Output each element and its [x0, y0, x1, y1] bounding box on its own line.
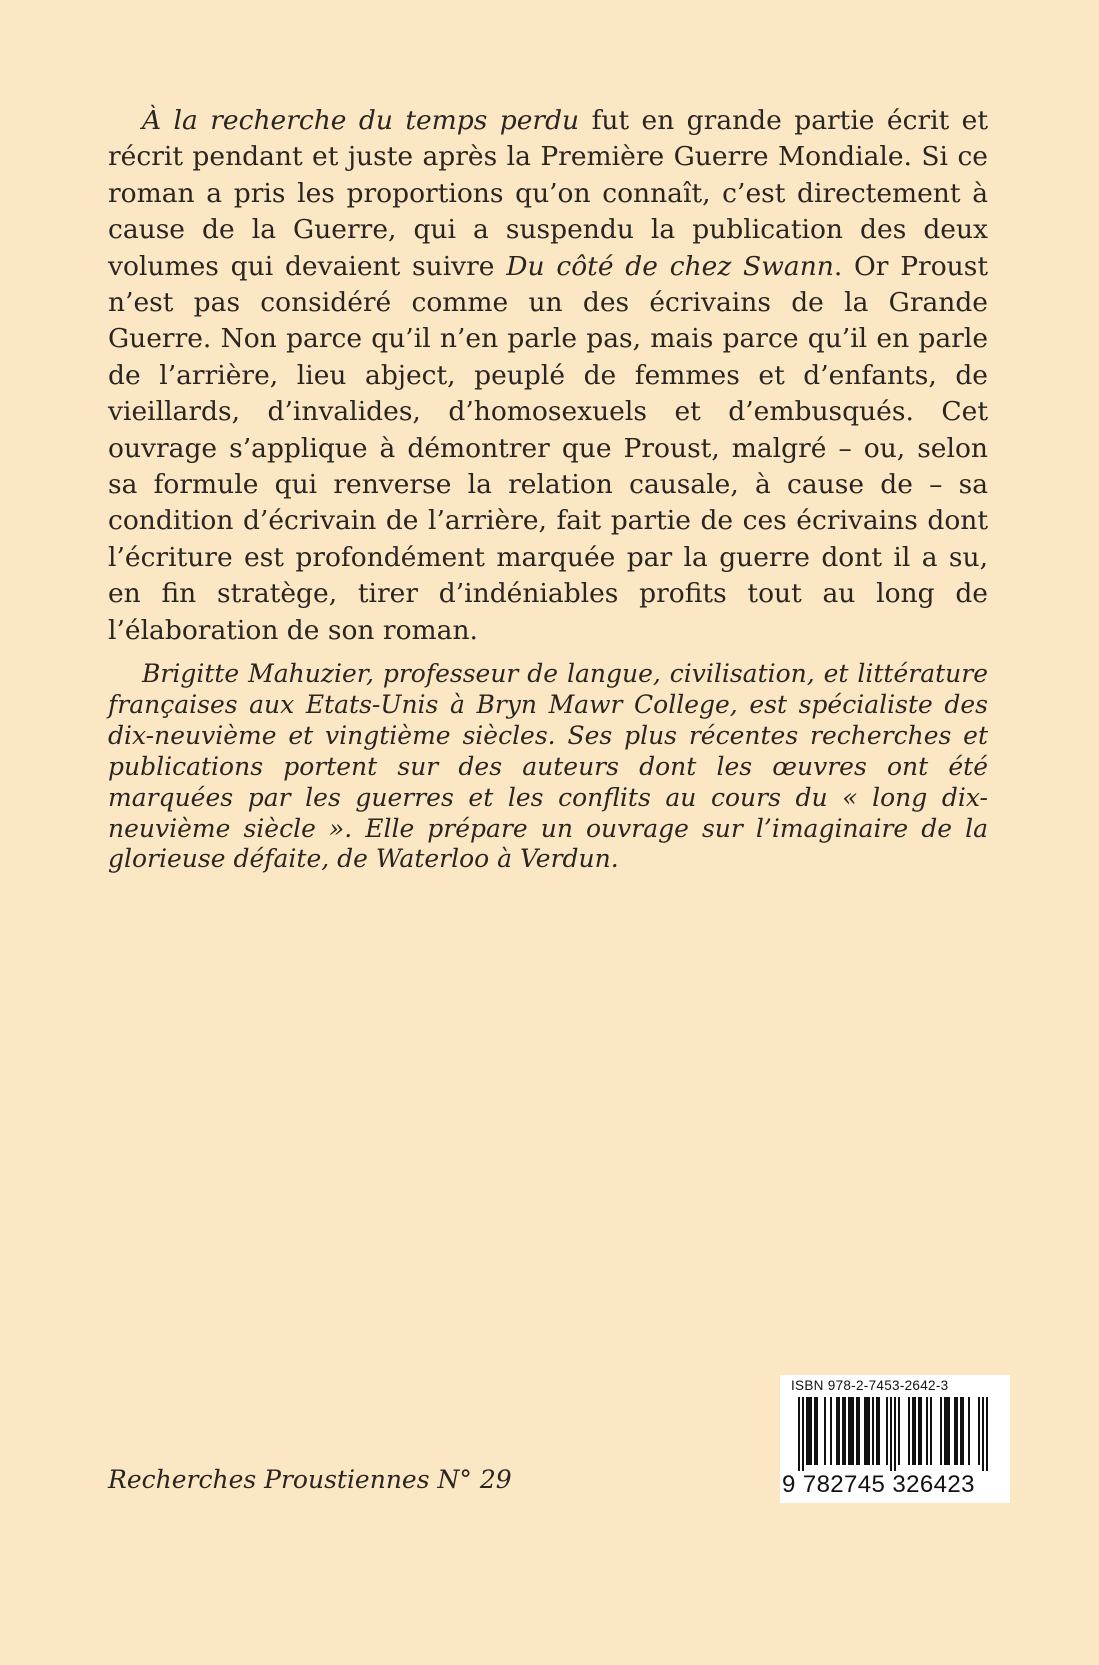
barcode-bar — [944, 1397, 946, 1465]
barcode-guard-bar — [894, 1397, 896, 1471]
barcode-bar — [960, 1397, 962, 1465]
barcode-bar — [850, 1397, 852, 1465]
barcode-bar — [876, 1397, 878, 1465]
barcode-bar — [814, 1397, 816, 1465]
barcode-bar — [914, 1397, 916, 1465]
barcode-bar — [978, 1397, 980, 1465]
barcode-bar — [898, 1397, 900, 1465]
barcode-bar — [810, 1397, 812, 1465]
barcode-bar — [838, 1397, 840, 1465]
barcode-bar — [824, 1397, 826, 1465]
barcode-bar — [940, 1397, 942, 1465]
author-bio — [108, 659, 988, 875]
barcode-bar — [852, 1397, 854, 1465]
barcode-bar — [918, 1397, 920, 1465]
barcode-bar — [912, 1397, 914, 1465]
barcode-bar — [848, 1397, 850, 1465]
barcode-bar — [808, 1397, 810, 1465]
barcode-bar — [806, 1397, 808, 1465]
barcode-bar — [926, 1397, 928, 1465]
barcode-bar — [866, 1397, 868, 1465]
barcode-guard-bar — [986, 1397, 988, 1471]
summary-text — [108, 103, 988, 649]
barcode-bar — [908, 1397, 910, 1465]
barcode-guard-bar — [798, 1397, 800, 1471]
barcode-bar — [872, 1397, 874, 1465]
barcode-bar — [962, 1397, 964, 1465]
barcode-bar — [956, 1397, 958, 1465]
barcode-bar — [842, 1397, 844, 1465]
barcode-bar — [968, 1397, 970, 1465]
barcode — [798, 1397, 998, 1471]
barcode-bar — [836, 1397, 838, 1465]
barcode-guard-bar — [802, 1397, 804, 1471]
author-bio-paragraph: Brigitte Mahuzier, professeur de langue, civilisation, et littérature françaises aux Etats-Unis à Bryn Mawr College, est spécialiste des dix-neuvième et vingtième siècles. Ses plus récentes recherches et publications portent sur des auteurs dont les œuvres ont été marquées par les guerres et les conflits au cours du « long dix-neuvième siècle ». Elle prépare un ouvrage sur l’imaginaire de la glorieuse défaite, de Waterloo à Verdun. — [108, 659, 988, 874]
barcode-bar — [844, 1397, 846, 1465]
summary-paragraph — [108, 103, 988, 649]
barcode-bar — [868, 1397, 870, 1465]
barcode-bar — [954, 1397, 956, 1465]
isbn-label: ISBN 978-2-7453-2642-3 — [791, 1378, 949, 1393]
barcode-bar — [858, 1397, 860, 1465]
barcode-guard-bar — [982, 1397, 984, 1471]
barcode-bar — [886, 1397, 888, 1465]
barcode-bar — [948, 1397, 950, 1465]
isbn-barcode-block — [780, 1375, 1010, 1503]
barcode-bar — [856, 1397, 858, 1465]
barcode-bar — [830, 1397, 832, 1465]
barcode-bar — [930, 1397, 932, 1465]
title-swann: Du côté de chez Swann — [506, 250, 834, 282]
barcode-guard-bar — [890, 1397, 892, 1471]
barcode-bar — [864, 1397, 866, 1465]
title-proust-novel: À la recherche du temps perdu — [142, 105, 580, 136]
barcode-digits: 9 782745 326423 — [782, 1471, 975, 1498]
summary-part-1: fut en grande partie écrit et récrit pendant et juste après la Première Guerre Mondiale. Si ce roman a pris les proportions qu’on connaît, c’est directement à cause de la Guerre, qui a suspendu la publication des deux volumes qui devaient suivre — [108, 105, 988, 282]
summary-part-2: . Or Proust n’est pas considéré comme un des écrivains de la Grande Guerre. Non parce qu’il n’en parle pas, mais parce qu’il en parle de l’arrière, lieu abject, peuplé de femmes et d’enfants, de vieillards, d’invalides, d’homosexuels et d’embusqués. Cet ouvrage s’applique à démontrer que Proust, malgré – ou, selon sa formule qui renverse la relation causale, à cause de – sa condition d’écrivain de l’arrière, fait partie de ces écrivains dont l’écriture est profondément marquée par la guerre dont il a su, en fin stratège, tirer d’indéniables profits tout au long de l’élaboration de son roman. — [108, 250, 988, 646]
barcode-bar — [816, 1397, 818, 1465]
barcode-bar — [878, 1397, 880, 1465]
barcode-bar — [946, 1397, 948, 1465]
barcode-bar — [920, 1397, 922, 1465]
series-label: Recherches Proustiennes N° 29 — [108, 1465, 512, 1494]
